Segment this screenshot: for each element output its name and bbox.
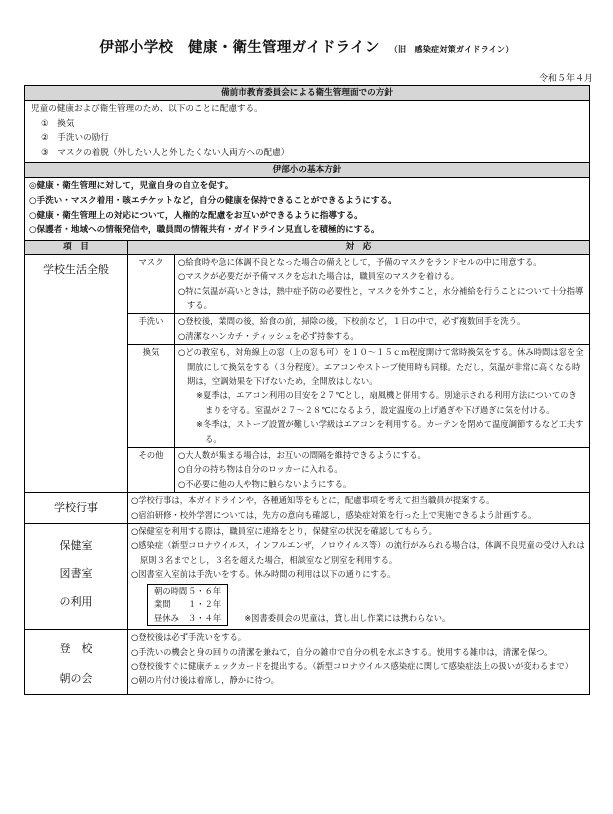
basic-item: ◎健康・衛生管理に対して，児童自身の自立を促す。 bbox=[29, 181, 234, 192]
basic-item: ○保護者・地域への情報発信や，職員間の情報共有・ガイドライン見直しを積極的にする。 bbox=[29, 225, 380, 236]
content-line: ○登校後は必ず手洗いをする。 bbox=[131, 632, 247, 643]
sublabel-other: その他 bbox=[128, 448, 175, 492]
schedule-row bbox=[154, 598, 221, 612]
content-line: ○どの教室も，対角線上の窓（上の窓も可）を１０～１５ｃｍ程度開けて常時換気をする。休み時間は窓を全開放にして換気をする（３分程度）。エアコンやストーブ使用時も同様。ただし，気温が非常に高くなる時期は，空調効果を下げないため，全開放はしない。 bbox=[178, 347, 584, 386]
content-line: ○マスクが必要だが予備マスクを忘れた場合は，職員室のマスクを着ける。 bbox=[178, 271, 460, 282]
category-school-life: 学校生活全般 bbox=[25, 255, 128, 493]
schedule-grades: ５・６年 bbox=[188, 585, 222, 596]
category-morning bbox=[25, 630, 128, 694]
basic-item: ○手洗い・マスク着用・咳エチケットなど，自分の健康を保持できることができるようにする。 bbox=[29, 195, 397, 206]
subrow-handwash bbox=[128, 314, 589, 345]
content-line: ○特に気温が高いときは，熱中症予防の必要性と，マスクを外すこと，水分補給を行うことについて十分指導する。 bbox=[178, 285, 584, 310]
policy-intro: 児童の健康および衛生管理のため、以下のことに配慮する。 bbox=[31, 104, 263, 114]
subtitle-text: （旧 感染症対策ガイドライン） bbox=[389, 45, 514, 54]
content-line: ○給食時や急に体調不良となった場合の備えとして，予備のマスクをランドセルの中に用意する。 bbox=[178, 256, 542, 267]
library-schedule bbox=[147, 584, 228, 627]
sublabel-ventilation: 換気 bbox=[128, 345, 175, 447]
policy-heading: 備前市教育委員会による衛生管理面での方針 bbox=[25, 86, 589, 101]
subrow-mask bbox=[128, 255, 589, 315]
basic-section bbox=[25, 178, 589, 240]
schedule-row bbox=[154, 612, 221, 626]
table-header bbox=[25, 241, 589, 255]
library-note: ※図書委員会の児童は，貸し出し作業には携わらない。 bbox=[244, 612, 451, 623]
schedule-time: 朝の時間 bbox=[154, 585, 188, 596]
document-title bbox=[0, 36, 613, 57]
table-row bbox=[25, 630, 589, 694]
header-item: 項 目 bbox=[25, 241, 128, 254]
sublabel-mask: マスク bbox=[128, 255, 175, 314]
content-note: ※冬季は，ストーブ設置が難しい学級はエアコンを利用する。カーテンを閉めて温度調節するなど工夫する。 bbox=[196, 419, 584, 444]
category-label-line: 図書室 bbox=[59, 567, 93, 581]
category-nurse-library bbox=[25, 524, 128, 629]
policy-section bbox=[25, 101, 589, 163]
content-line: ○不必要に他の人や物に触らないようにする。 bbox=[178, 478, 352, 489]
table-row bbox=[25, 524, 589, 630]
content-line: ○保健室を利用する際は，職員室に連絡をとり，保健室の状況を確認してもらう。 bbox=[131, 526, 437, 537]
schedule-grades: ３・４年 bbox=[188, 612, 222, 623]
title-text: 伊部小学校 健康・衛生管理ガイドライン bbox=[99, 40, 380, 56]
table-row bbox=[25, 493, 589, 524]
category-label-line: 保健室 bbox=[59, 539, 93, 553]
content-line: ○登校後，業間の後，給食の前，掃除の後，下校前など，１日の中で，必ず複数回手を洗う。 bbox=[178, 316, 526, 327]
table-row bbox=[25, 255, 589, 494]
category-label-line: 登 校 bbox=[59, 642, 93, 656]
content-line: ○自分の持ち物は自分のロッカーに入れる。 bbox=[178, 464, 343, 475]
content-line: ○手洗いの機会と身の回りの清潔を兼ねて，自分の雑巾で自分の机を水ぶきする。使用する雑巾は，清潔を保つ。 bbox=[131, 646, 553, 657]
content-line: ○清潔なハンカチ・ティッシュを必ず持参する。 bbox=[178, 330, 359, 341]
basic-heading: 伊部小の基本方針 bbox=[25, 163, 589, 178]
sublabel-handwash: 手洗い bbox=[128, 314, 175, 344]
schedule-time: 業間 bbox=[154, 599, 171, 610]
content-line: ○朝の片付け後は着席し，静かに待つ。 bbox=[131, 675, 279, 686]
basic-item: ○健康・衛生管理上の対応について，人権的な配慮をお互いができるように指導する。 bbox=[29, 210, 363, 221]
header-response: 対 応 bbox=[345, 241, 372, 252]
policy-item: ③ マスクの着脱（外したい人と外したくない人両方への配慮） bbox=[41, 147, 290, 158]
category-label-line: の利用 bbox=[59, 595, 93, 609]
policy-item: ② 手洗いの励行 bbox=[41, 133, 109, 144]
content-line: ○大人数が集まる場合は，お互いの間隔を維持できるようにする。 bbox=[178, 450, 426, 461]
category-label-line: 朝の会 bbox=[59, 672, 93, 686]
content-line: ○宿泊研修・校外学習については，先方の意向も確認し，感染症対策を行った上で実施できるよう計画する。 bbox=[131, 509, 537, 520]
category-school-events: 学校行事 bbox=[25, 493, 128, 523]
subrow-other bbox=[128, 448, 589, 492]
schedule-row bbox=[154, 585, 221, 599]
content-line: ○感染症（新型コロナウイルス，インフルエンザ，ノロウイルス等）の流行がみられる場合は，体調不良児童の受け入れは原則３名までとし，３名を超えた場合，相談室など別室を利用する。 bbox=[131, 540, 585, 565]
guideline-table bbox=[24, 85, 590, 695]
content-line: ○学校行事は，本ガイドラインや，各種通知等をもとに，配慮事項を考えて担当職員が提案する。 bbox=[131, 495, 495, 506]
policy-item: ① 換気 bbox=[41, 118, 75, 129]
content-line: ○図書室入室前は手洗いをする。休み時間の利用は以下の通りにする。 bbox=[131, 569, 396, 580]
subrow-ventilation bbox=[128, 345, 589, 448]
date-label: 令和５年４月 bbox=[538, 74, 593, 84]
content-line: ○登校後すぐに健康チェックカードを提出する。（新型コロナウイルス感染症に関して感染症法上の扱いが変わるまで） bbox=[131, 661, 574, 671]
content-note: ※夏季は，エアコン利用の目安を２７℃とし，扇風機と併用する。別途示される利用方法についてのきまりを守る。室温が２７～２８℃になるよう，設定温度の上げ過ぎや下げ過ぎに気を付ける。 bbox=[196, 390, 577, 415]
schedule-time: 昼休み bbox=[154, 612, 179, 623]
schedule-grades: １・２年 bbox=[188, 599, 222, 610]
